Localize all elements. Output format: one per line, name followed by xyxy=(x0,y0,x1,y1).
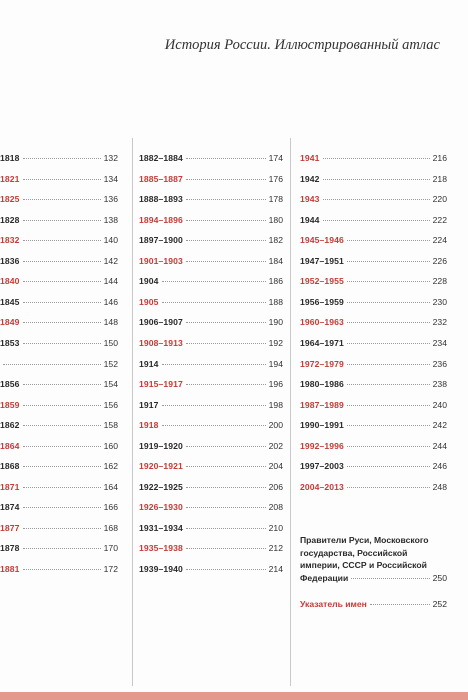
toc-entry-date: 1980–1986 xyxy=(300,379,344,390)
toc-entry[interactable] xyxy=(0,274,118,288)
toc-entry[interactable] xyxy=(300,377,447,391)
toc-entry-date: 1836 xyxy=(0,255,20,266)
toc-entry[interactable] xyxy=(0,521,118,535)
leader-dots xyxy=(347,383,430,385)
toc-entry-line: Правители Руси, Московского xyxy=(300,535,429,545)
leader-dots xyxy=(162,404,266,406)
leader-dots xyxy=(347,280,430,282)
leader-dots xyxy=(23,239,101,241)
leader-dots xyxy=(162,363,266,365)
toc-entry[interactable] xyxy=(0,357,118,371)
leader-dots xyxy=(186,157,266,159)
page-number: 200 xyxy=(268,420,283,431)
page-number: 240 xyxy=(432,399,447,410)
toc-entry-date: 1821 xyxy=(0,173,20,184)
toc-entry-date: 1901–1903 xyxy=(139,255,183,266)
toc-entry[interactable] xyxy=(0,151,118,165)
page-number: 188 xyxy=(268,296,283,307)
toc-entry[interactable] xyxy=(0,254,118,268)
toc-entry[interactable] xyxy=(139,377,283,391)
page-number: 166 xyxy=(103,502,118,513)
toc-entry-date: 1942 xyxy=(300,173,320,184)
leader-dots xyxy=(347,301,430,303)
toc-entry[interactable] xyxy=(0,418,118,432)
page-number: 182 xyxy=(268,235,283,246)
toc-entry[interactable] xyxy=(300,357,447,371)
toc-entry-date: 1825 xyxy=(0,194,20,205)
leader-dots xyxy=(23,506,101,508)
page-number: 218 xyxy=(432,173,447,184)
page-number: 194 xyxy=(268,358,283,369)
leader-dots xyxy=(323,198,430,200)
leader-dots xyxy=(347,239,430,241)
leader-dots xyxy=(162,424,266,426)
toc-entry[interactable] xyxy=(300,274,447,288)
page-number: 252 xyxy=(432,599,447,609)
toc-entry-date: 1941 xyxy=(300,153,320,163)
leader-dots xyxy=(23,568,101,570)
page-number: 236 xyxy=(432,358,447,369)
page-number: 212 xyxy=(268,543,283,554)
toc-entry[interactable] xyxy=(0,439,118,453)
leader-dots xyxy=(347,424,430,426)
toc-entry[interactable] xyxy=(300,192,447,206)
toc-entry[interactable] xyxy=(300,439,447,453)
toc-entry-label: Указатель имен xyxy=(300,599,367,609)
toc-entry-date: 1888–1893 xyxy=(139,194,183,205)
toc-entry[interactable] xyxy=(300,151,447,165)
toc-entry[interactable] xyxy=(139,521,283,535)
leader-dots xyxy=(23,424,101,426)
page-number: 238 xyxy=(432,379,447,390)
toc-entry-date: 1897–1900 xyxy=(139,235,183,246)
page-number: 244 xyxy=(432,440,447,451)
toc-entry[interactable] xyxy=(0,562,118,576)
toc-entry[interactable] xyxy=(139,151,283,165)
leader-dots xyxy=(186,239,266,241)
leader-dots xyxy=(23,198,101,200)
column-divider xyxy=(290,138,291,686)
toc-entry-date: 1926–1930 xyxy=(139,502,183,513)
leader-dots xyxy=(23,157,101,159)
toc-entry[interactable] xyxy=(139,357,283,371)
page-number: 160 xyxy=(103,440,118,451)
leader-dots xyxy=(323,219,430,221)
toc-entry-date: 1874 xyxy=(0,502,20,513)
toc-entry[interactable] xyxy=(300,315,447,329)
toc-entry-date: 1828 xyxy=(0,214,20,225)
leader-dots xyxy=(23,465,101,467)
page-number: 142 xyxy=(103,255,118,266)
page-number: 222 xyxy=(432,214,447,225)
leader-dots xyxy=(186,568,266,570)
leader-dots xyxy=(186,321,266,323)
toc-entry[interactable] xyxy=(300,254,447,268)
page-number: 158 xyxy=(103,420,118,431)
page-number: 216 xyxy=(432,153,447,163)
toc-entry-date: 1840 xyxy=(0,276,20,287)
toc-entry[interactable] xyxy=(0,233,118,247)
toc-entry[interactable] xyxy=(300,336,447,350)
toc-entry-date: 1894–1896 xyxy=(139,214,183,225)
leader-dots xyxy=(186,219,266,221)
page-number: 202 xyxy=(268,440,283,451)
toc-entry-date: 1918 xyxy=(139,420,159,431)
toc-entry[interactable] xyxy=(139,541,283,555)
page-number: 154 xyxy=(103,379,118,390)
toc-entry[interactable] xyxy=(300,172,447,186)
page-number: 196 xyxy=(268,379,283,390)
toc-entry[interactable] xyxy=(139,295,283,309)
toc-entry[interactable] xyxy=(139,274,283,288)
toc-entry[interactable] xyxy=(139,192,283,206)
page-number: 208 xyxy=(268,502,283,513)
toc-entry[interactable] xyxy=(300,480,447,494)
page-number: 152 xyxy=(103,358,118,369)
toc-entry[interactable] xyxy=(0,541,118,555)
page-number: 140 xyxy=(103,235,118,246)
toc-entry-date: 1832 xyxy=(0,235,20,246)
toc-entry-date: 1905 xyxy=(139,296,159,307)
toc-entry[interactable] xyxy=(139,315,283,329)
toc-entry-date: 1862 xyxy=(0,420,20,431)
leader-dots xyxy=(186,465,266,467)
leader-dots xyxy=(23,178,101,180)
leader-dots xyxy=(186,486,266,488)
leader-dots xyxy=(162,301,266,303)
toc-entry[interactable] xyxy=(0,459,118,473)
page-number: 186 xyxy=(268,276,283,287)
page-number: 148 xyxy=(103,317,118,328)
toc-entry-date: 1914 xyxy=(139,358,159,369)
toc-entry-date: 1922–1925 xyxy=(139,481,183,492)
toc-entry-date: 1818 xyxy=(0,153,20,163)
leader-dots xyxy=(347,363,430,365)
toc-entry-date: 1952–1955 xyxy=(300,276,344,287)
page-number: 176 xyxy=(268,173,283,184)
leader-dots xyxy=(186,383,266,385)
column-divider xyxy=(132,138,133,686)
leader-dots xyxy=(347,342,430,344)
page-number: 214 xyxy=(268,564,283,574)
toc-entry-date: 1904 xyxy=(139,276,159,287)
page-number: 164 xyxy=(103,481,118,492)
leader-dots xyxy=(23,321,101,323)
toc-entry-date: 1947–1951 xyxy=(300,255,344,266)
leader-dots xyxy=(23,404,101,406)
toc-entry-date: 1919–1920 xyxy=(139,440,183,451)
leader-dots xyxy=(23,301,101,303)
page-number: 210 xyxy=(268,522,283,533)
page-number: 224 xyxy=(432,235,447,246)
leader-dots xyxy=(351,577,429,579)
toc-entry[interactable] xyxy=(139,439,283,453)
leader-dots xyxy=(186,527,266,529)
toc-entry[interactable] xyxy=(0,315,118,329)
toc-entry-date: 1990–1991 xyxy=(300,420,344,431)
toc-entry-date: 1917 xyxy=(139,399,159,410)
page-number: 250 xyxy=(432,572,447,583)
leader-dots xyxy=(23,260,101,262)
leader-dots xyxy=(23,486,101,488)
leader-dots xyxy=(162,280,266,282)
toc-entry-date: 1964–1971 xyxy=(300,337,344,348)
page-number: 184 xyxy=(268,255,283,266)
leader-dots xyxy=(23,547,101,549)
page-number: 242 xyxy=(432,420,447,431)
page-number: 232 xyxy=(432,317,447,328)
leader-dots xyxy=(186,547,266,549)
toc-entry[interactable] xyxy=(300,418,447,432)
toc-entry-date: 1864 xyxy=(0,440,20,451)
toc-entry-date: 1956–1959 xyxy=(300,296,344,307)
toc-entry[interactable] xyxy=(139,500,283,514)
toc-entry-date: 1943 xyxy=(300,194,320,205)
page-number: 180 xyxy=(268,214,283,225)
toc-entry-date: 1871 xyxy=(0,481,20,492)
leader-dots xyxy=(186,445,266,447)
leader-dots xyxy=(23,445,101,447)
toc-entry[interactable] xyxy=(139,254,283,268)
leader-dots xyxy=(23,219,101,221)
leader-dots xyxy=(347,321,430,323)
page-number: 228 xyxy=(432,276,447,287)
page-number: 220 xyxy=(432,194,447,205)
page-number: 168 xyxy=(103,522,118,533)
toc-entry-date: 1856 xyxy=(0,379,20,390)
toc-entry-index[interactable] xyxy=(300,598,447,611)
page-number: 248 xyxy=(432,481,447,492)
leader-dots xyxy=(23,280,101,282)
page-number: 178 xyxy=(268,194,283,205)
page-number: 156 xyxy=(103,399,118,410)
page-number: 138 xyxy=(103,214,118,225)
toc-entry-date: 2004–2013 xyxy=(300,481,344,492)
page-number: 204 xyxy=(268,461,283,472)
page-number: 234 xyxy=(432,337,447,348)
toc-entry-date: 1935–1938 xyxy=(139,543,183,554)
toc-entry-date: 1972–1979 xyxy=(300,358,344,369)
leader-dots xyxy=(323,157,430,159)
page-number: 226 xyxy=(432,255,447,266)
page-number: 162 xyxy=(103,461,118,472)
leader-dots xyxy=(186,198,266,200)
toc-entry-date: 1881 xyxy=(0,564,20,574)
toc-entry[interactable] xyxy=(300,295,447,309)
toc-entry-date: 1939–1940 xyxy=(139,564,183,574)
leader-dots xyxy=(186,342,266,344)
leader-dots xyxy=(186,178,266,180)
toc-entry[interactable] xyxy=(139,459,283,473)
page-number: 144 xyxy=(103,276,118,287)
toc-entry[interactable] xyxy=(139,480,283,494)
toc-entry-date: 1853 xyxy=(0,337,20,348)
page-number: 132 xyxy=(103,153,118,163)
toc-entry[interactable] xyxy=(139,562,283,576)
toc-entry-line: империи, СССР и Российской xyxy=(300,560,427,570)
page-number: 136 xyxy=(103,194,118,205)
page-number: 206 xyxy=(268,481,283,492)
toc-entry-date: 1859 xyxy=(0,399,20,410)
toc-entry[interactable] xyxy=(0,377,118,391)
toc-entry-date: 1997–2003 xyxy=(300,461,344,472)
leader-dots xyxy=(347,260,430,262)
page-number: 230 xyxy=(432,296,447,307)
toc-entry-date: 1845 xyxy=(0,296,20,307)
toc-entry[interactable] xyxy=(139,213,283,227)
toc-entry-date: 1878 xyxy=(0,543,20,554)
leader-dots xyxy=(23,383,101,385)
toc-entry[interactable] xyxy=(0,192,118,206)
toc-entry-date: 1908–1913 xyxy=(139,337,183,348)
toc-entry[interactable] xyxy=(139,172,283,186)
leader-dots xyxy=(347,445,430,447)
toc-entry-date: 1987–1989 xyxy=(300,399,344,410)
toc-entry[interactable] xyxy=(139,418,283,432)
toc-entry[interactable] xyxy=(0,336,118,350)
toc-entry[interactable] xyxy=(139,233,283,247)
page-number: 146 xyxy=(103,296,118,307)
toc-entry-date: 1868 xyxy=(0,461,20,472)
page-number: 172 xyxy=(103,564,118,574)
leader-dots xyxy=(370,603,430,605)
leader-dots xyxy=(323,178,430,180)
toc-entry-date: 1960–1963 xyxy=(300,317,344,328)
leader-dots xyxy=(23,527,101,529)
leader-dots xyxy=(347,486,430,488)
toc-entry[interactable] xyxy=(0,500,118,514)
page-number: 174 xyxy=(268,153,283,163)
toc-entry-date: 1920–1921 xyxy=(139,461,183,472)
toc-entry[interactable] xyxy=(300,213,447,227)
leader-dots xyxy=(3,363,101,365)
running-header: История России. Иллюстрированный атлас xyxy=(164,37,440,53)
leader-dots xyxy=(186,506,266,508)
toc-entry-date: 1882–1884 xyxy=(139,153,183,163)
toc-entry[interactable] xyxy=(0,213,118,227)
toc-entry-line: Федерации xyxy=(300,572,349,583)
toc-entry[interactable] xyxy=(300,459,447,473)
toc-entry-date: 1877 xyxy=(0,522,20,533)
page-number: 150 xyxy=(103,337,118,348)
toc-entry[interactable] xyxy=(300,233,447,247)
toc-entry-date: 1849 xyxy=(0,317,20,328)
page-number: 192 xyxy=(268,337,283,348)
toc-entry[interactable] xyxy=(0,295,118,309)
toc-entry-date: 1931–1934 xyxy=(139,522,183,533)
toc-entry-date: 1885–1887 xyxy=(139,173,183,184)
toc-entry[interactable] xyxy=(139,398,283,412)
footer-bar xyxy=(0,692,468,700)
toc-entry[interactable] xyxy=(0,480,118,494)
page-number: 190 xyxy=(268,317,283,328)
leader-dots xyxy=(23,342,101,344)
toc-entry-date: 1915–1917 xyxy=(139,379,183,390)
page-number: 198 xyxy=(268,399,283,410)
leader-dots xyxy=(347,465,430,467)
page-number: 246 xyxy=(432,461,447,472)
toc-entry[interactable] xyxy=(0,398,118,412)
toc-entry-line: государства, Российской xyxy=(300,547,408,558)
toc-entry-date: 1945–1946 xyxy=(300,235,344,246)
toc-entry-date: 1906–1907 xyxy=(139,317,183,328)
toc-entry[interactable] xyxy=(300,398,447,412)
leader-dots xyxy=(347,404,430,406)
toc-entry-date: 1992–1996 xyxy=(300,440,344,451)
toc-entry[interactable] xyxy=(0,172,118,186)
toc-entry-rulers[interactable] xyxy=(300,534,447,584)
leader-dots xyxy=(186,260,266,262)
toc-entry[interactable] xyxy=(139,336,283,350)
page-number: 170 xyxy=(103,543,118,554)
toc-entry-date: 1944 xyxy=(300,214,320,225)
page-number: 134 xyxy=(103,173,118,184)
